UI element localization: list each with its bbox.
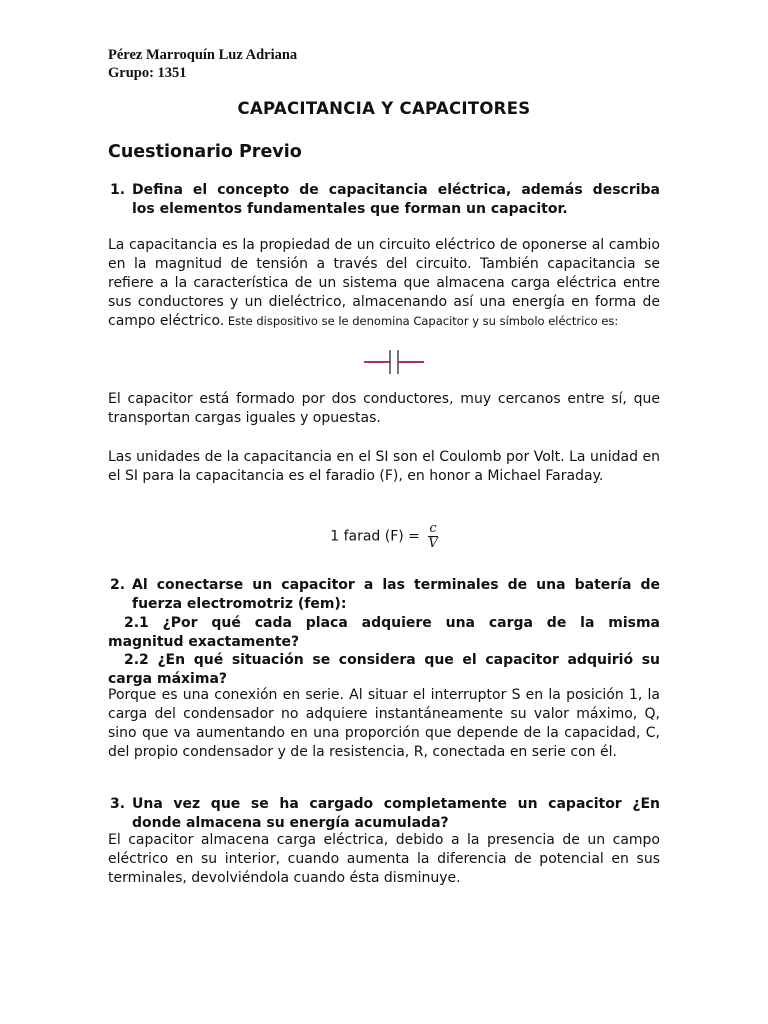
- question-2-1: [108, 614, 660, 652]
- document-title: CAPACITANCIA Y CAPACITORES: [237, 99, 531, 118]
- formula-numerator: c: [429, 521, 437, 536]
- question-2-number: 2.: [110, 577, 126, 593]
- q3-answer: El capacitor almacena carga eléctrica, debido a la presencia de un campo eléctrico en su interior, cuando aumenta la diferencia de potencial en sus terminales, devolviéndola cuando ésta disminuye.: [108, 832, 660, 886]
- question-3-line2: donde almacena su energía acumulada?: [132, 815, 449, 831]
- formula-fraction: [428, 522, 437, 551]
- q1-paragraph-1-note: Este dispositivo se le denomina Capacitor y su símbolo eléctrico es:: [224, 314, 619, 328]
- question-1: [108, 181, 660, 219]
- question-2-2: [108, 651, 660, 689]
- question-3-line1: Una vez que se ha cargado completamente un capacitor ¿En: [132, 796, 660, 812]
- question-2-1-line2: magnitud exactamente?: [108, 634, 300, 650]
- author-name: Pérez Marroquín Luz Adriana: [108, 47, 298, 63]
- question-1-line1: Defina el concepto de capacitancia eléctrica, además describa: [132, 182, 660, 198]
- question-2: [108, 576, 660, 614]
- capacitor-symbol-icon: [364, 350, 426, 374]
- question-2-1-number: 2.1: [124, 615, 149, 631]
- question-2-line1: Al conectarse un capacitor a las terminales de una batería de: [132, 577, 660, 593]
- q1-paragraph-1-text: La capacitancia es la propiedad de un circuito eléctrico de oponerse al cambio en la magnitud de tensión a través del circuito. También capacitancia se refiere a la característica de un sistema que almacena carga eléctrica entre sus conductores y un dieléctrico, almacenando así una energía en forma de campo eléctrico.: [108, 237, 660, 329]
- question-2-line2: fuerza electromotriz (fem):: [132, 596, 347, 612]
- question-3: [108, 795, 660, 833]
- question-2-2-line2: carga máxima?: [108, 671, 228, 687]
- farad-formula: [0, 522, 768, 551]
- formula-lhs: 1 farad (F) =: [330, 528, 420, 545]
- group-label: Grupo: 1351: [108, 65, 187, 81]
- question-1-number: 1.: [110, 182, 126, 198]
- formula-denominator: V: [428, 536, 438, 551]
- question-2-1-line1: ¿Por qué cada placa adquiere una carga de la misma: [162, 615, 660, 631]
- question-1-line2: los elementos fundamentales que forman un capacitor.: [132, 201, 568, 217]
- question-2-2-number: 2.2: [124, 652, 149, 668]
- question-3-number: 3.: [110, 796, 126, 812]
- q1-paragraph-2: El capacitor está formado por dos conductores, muy cercanos entre sí, que transportan cargas iguales y opuestas.: [108, 391, 660, 426]
- author-block: [108, 46, 297, 82]
- section-heading: Cuestionario Previo: [108, 142, 302, 162]
- q1-paragraph-1: [108, 236, 660, 331]
- q1-paragraph-3: Las unidades de la capacitancia en el SI son el Coulomb por Volt. La unidad en el SI para la capacitancia es el faradio (F), en honor a Michael Faraday.: [108, 449, 660, 484]
- q2-answer: Porque es una conexión en serie. Al situar el interruptor S en la posición 1, la carga del condensador no adquiere instantáneamente su valor máximo, Q, sino que va aumentando en una proporción que depende de la capacidad, C, del propio condensador y de la resistencia, R, conectada en serie con él.: [108, 687, 660, 760]
- question-2-2-line1: ¿En qué situación se considera que el capacitor adquirió su: [157, 652, 660, 668]
